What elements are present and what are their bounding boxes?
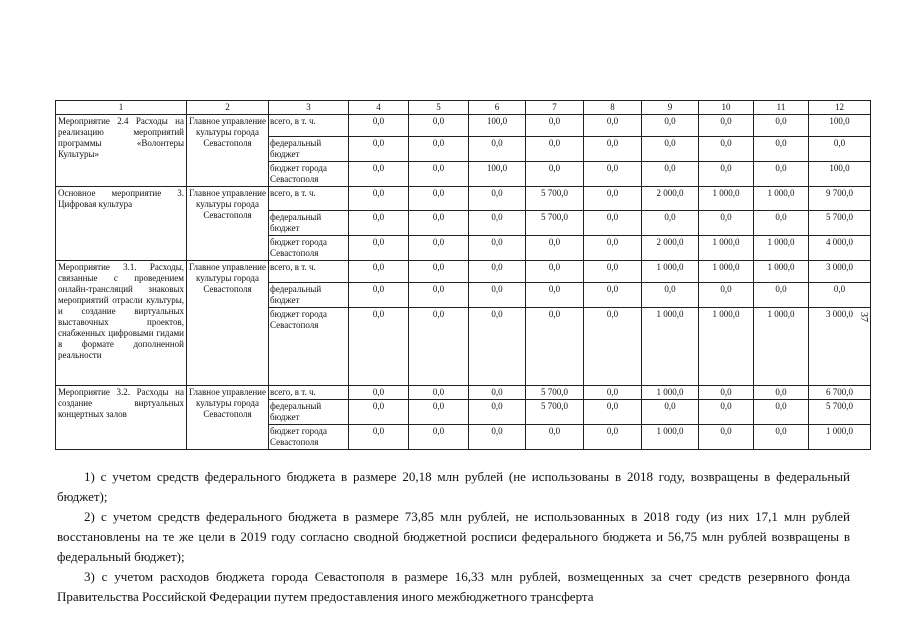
amount-cell: 100,0 — [809, 115, 871, 137]
amount-cell: 0,0 — [754, 400, 809, 425]
amount-cell: 0,0 — [584, 261, 642, 283]
executor: Главное управление культуры города Севастополя — [187, 187, 269, 261]
amount-cell: 3 000,0 — [809, 261, 871, 283]
amount-cell: 0,0 — [409, 187, 469, 211]
executor: Главное управление культуры города Севастополя — [187, 115, 269, 187]
amount-cell: 2 000,0 — [642, 236, 699, 261]
amount-cell: 0,0 — [469, 211, 526, 236]
amount-cell: 9 700,0 — [809, 187, 871, 211]
amount-cell: 0,0 — [349, 211, 409, 236]
table-row — [56, 115, 871, 137]
table-row — [56, 386, 871, 400]
column-header: 6 — [469, 101, 526, 115]
amount-cell: 0,0 — [409, 211, 469, 236]
footnote: 2) с учетом средств федерального бюджета в размере 73,85 млн рублей, не использованных в 2018 году (из них 17,1 млн рублей восстановлены на те же цели в 2019 году согласно сводной бюджетной росписи федерального бюджета и 56,75 млн рублей возвращены в федеральный бюджет); — [57, 509, 850, 564]
amount-cell: 5 700,0 — [809, 211, 871, 236]
amount-cell: 1 000,0 — [699, 236, 754, 261]
amount-cell: 0,0 — [409, 283, 469, 308]
amount-cell: 0,0 — [349, 187, 409, 211]
amount-cell: 0,0 — [584, 211, 642, 236]
amount-cell: 0,0 — [584, 187, 642, 211]
amount-cell: 0,0 — [699, 400, 754, 425]
amount-cell: 0,0 — [699, 425, 754, 450]
amount-cell: 5 700,0 — [809, 400, 871, 425]
amount-cell: 1 000,0 — [699, 261, 754, 283]
column-header: 8 — [584, 101, 642, 115]
amount-cell: 0,0 — [699, 137, 754, 162]
amount-cell: 0,0 — [754, 162, 809, 187]
amount-cell: 0,0 — [469, 308, 526, 386]
amount-cell: 0,0 — [584, 236, 642, 261]
amount-cell: 6 700,0 — [809, 386, 871, 400]
amount-cell: 0,0 — [409, 425, 469, 450]
amount-cell: 0,0 — [349, 115, 409, 137]
amount-cell: 0,0 — [699, 162, 754, 187]
budget-table — [55, 100, 871, 450]
amount-cell: 0,0 — [349, 386, 409, 400]
funding-source: всего, в т. ч. — [269, 261, 349, 283]
amount-cell: 0,0 — [754, 425, 809, 450]
amount-cell: 0,0 — [409, 308, 469, 386]
amount-cell: 0,0 — [469, 400, 526, 425]
amount-cell: 0,0 — [584, 137, 642, 162]
funding-source: федеральный бюджет — [269, 137, 349, 162]
amount-cell: 0,0 — [584, 283, 642, 308]
funding-source: всего, в т. ч. — [269, 115, 349, 137]
executor: Главное управление культуры города Севастополя — [187, 386, 269, 450]
amount-cell: 0,0 — [349, 425, 409, 450]
amount-cell: 0,0 — [699, 386, 754, 400]
amount-cell: 0,0 — [469, 386, 526, 400]
amount-cell: 0,0 — [584, 400, 642, 425]
amount-cell: 0,0 — [349, 400, 409, 425]
amount-cell: 5 700,0 — [526, 386, 584, 400]
amount-cell: 0,0 — [526, 115, 584, 137]
measure-name: Основное мероприятие 3. Цифровая культура — [56, 187, 187, 261]
amount-cell: 1 000,0 — [642, 261, 699, 283]
column-header: 1 — [56, 101, 187, 115]
amount-cell: 5 700,0 — [526, 187, 584, 211]
amount-cell: 0,0 — [349, 236, 409, 261]
amount-cell: 0,0 — [469, 137, 526, 162]
amount-cell: 0,0 — [409, 261, 469, 283]
page-number: 37 — [858, 312, 869, 322]
amount-cell: 0,0 — [409, 137, 469, 162]
amount-cell: 0,0 — [642, 115, 699, 137]
amount-cell: 1 000,0 — [754, 187, 809, 211]
amount-cell: 100,0 — [469, 115, 526, 137]
funding-source: всего, в т. ч. — [269, 187, 349, 211]
amount-cell: 0,0 — [409, 162, 469, 187]
amount-cell: 0,0 — [809, 137, 871, 162]
amount-cell: 0,0 — [699, 283, 754, 308]
amount-cell: 2 000,0 — [642, 187, 699, 211]
column-header: 5 — [409, 101, 469, 115]
executor: Главное управление культуры города Севастополя — [187, 261, 269, 386]
header-row — [56, 101, 871, 115]
amount-cell: 0,0 — [584, 308, 642, 386]
amount-cell: 0,0 — [469, 187, 526, 211]
amount-cell: 0,0 — [754, 386, 809, 400]
funding-source: бюджет города Севастополя — [269, 425, 349, 450]
amount-cell: 0,0 — [642, 162, 699, 187]
column-header: 2 — [187, 101, 269, 115]
amount-cell: 0,0 — [754, 115, 809, 137]
amount-cell: 0,0 — [409, 115, 469, 137]
amount-cell: 0,0 — [409, 386, 469, 400]
table-row — [56, 187, 871, 211]
amount-cell: 5 700,0 — [526, 211, 584, 236]
amount-cell: 3 000,0 — [809, 308, 871, 386]
amount-cell: 100,0 — [469, 162, 526, 187]
amount-cell: 0,0 — [349, 137, 409, 162]
amount-cell: 0,0 — [526, 236, 584, 261]
amount-cell: 0,0 — [584, 115, 642, 137]
funding-source: федеральный бюджет — [269, 211, 349, 236]
amount-cell: 0,0 — [526, 283, 584, 308]
amount-cell: 0,0 — [349, 308, 409, 386]
funding-source: федеральный бюджет — [269, 400, 349, 425]
amount-cell: 4 000,0 — [809, 236, 871, 261]
amount-cell: 0,0 — [642, 400, 699, 425]
table-row — [56, 261, 871, 283]
amount-cell: 1 000,0 — [642, 386, 699, 400]
amount-cell: 0,0 — [699, 115, 754, 137]
funding-source: бюджет города Севастополя — [269, 162, 349, 187]
footnotes — [57, 467, 850, 607]
amount-cell: 0,0 — [349, 261, 409, 283]
amount-cell: 100,0 — [809, 162, 871, 187]
amount-cell: 0,0 — [526, 308, 584, 386]
measure-name: Мероприятие 3.1. Расходы, связанные с проведением онлайн-трансляций знаковых мероприятий отрасли культуры, и создание виртуальных выставочных проектов, снабженных цифровыми гидами в формате дополненной реальности — [56, 261, 187, 386]
amount-cell: 1 000,0 — [754, 236, 809, 261]
funding-source: всего, в т. ч. — [269, 386, 349, 400]
amount-cell: 0,0 — [526, 425, 584, 450]
table-body — [56, 115, 871, 450]
amount-cell: 1 000,0 — [699, 308, 754, 386]
amount-cell: 0,0 — [409, 400, 469, 425]
amount-cell: 0,0 — [699, 211, 754, 236]
amount-cell: 0,0 — [469, 261, 526, 283]
amount-cell: 1 000,0 — [699, 187, 754, 211]
amount-cell: 0,0 — [584, 162, 642, 187]
footnote: 1) с учетом средств федерального бюджета в размере 20,18 млн рублей (не использованы в 2018 году, возвращены в федеральный бюджет); — [57, 469, 850, 504]
amount-cell: 5 700,0 — [526, 400, 584, 425]
amount-cell: 1 000,0 — [754, 308, 809, 386]
amount-cell: 0,0 — [469, 236, 526, 261]
measure-name: Мероприятие 2.4 Расходы на реализацию мероприятий программы «Волонтеры Культуры» — [56, 115, 187, 187]
funding-source: федеральный бюджет — [269, 283, 349, 308]
amount-cell: 1 000,0 — [642, 308, 699, 386]
column-header: 10 — [699, 101, 754, 115]
funding-source: бюджет города Севастополя — [269, 308, 349, 386]
column-header: 12 — [809, 101, 871, 115]
column-header: 3 — [269, 101, 349, 115]
amount-cell: 0,0 — [754, 283, 809, 308]
amount-cell: 0,0 — [809, 283, 871, 308]
amount-cell: 0,0 — [349, 162, 409, 187]
column-header: 7 — [526, 101, 584, 115]
column-header: 11 — [754, 101, 809, 115]
column-header: 9 — [642, 101, 699, 115]
amount-cell: 0,0 — [526, 261, 584, 283]
measure-name: Мероприятие 3.2. Расходы на создание виртуальных концертных залов — [56, 386, 187, 450]
amount-cell: 0,0 — [526, 162, 584, 187]
amount-cell: 0,0 — [584, 425, 642, 450]
amount-cell: 0,0 — [526, 137, 584, 162]
amount-cell: 0,0 — [409, 236, 469, 261]
column-header: 4 — [349, 101, 409, 115]
amount-cell: 0,0 — [349, 283, 409, 308]
amount-cell: 1 000,0 — [754, 261, 809, 283]
footnote: 3) с учетом расходов бюджета города Севастополя в размере 16,33 млн рублей, возмещенных за счет средств резервного фонда Правительства Российской Федерации путем предоставления иного межбюджетного трансферта — [57, 569, 850, 604]
amount-cell: 0,0 — [469, 425, 526, 450]
amount-cell: 0,0 — [469, 283, 526, 308]
amount-cell: 0,0 — [642, 283, 699, 308]
amount-cell: 0,0 — [642, 211, 699, 236]
amount-cell: 0,0 — [754, 137, 809, 162]
amount-cell: 0,0 — [754, 211, 809, 236]
amount-cell: 1 000,0 — [642, 425, 699, 450]
amount-cell: 1 000,0 — [809, 425, 871, 450]
amount-cell: 0,0 — [584, 386, 642, 400]
funding-source: бюджет города Севастополя — [269, 236, 349, 261]
amount-cell: 0,0 — [642, 137, 699, 162]
